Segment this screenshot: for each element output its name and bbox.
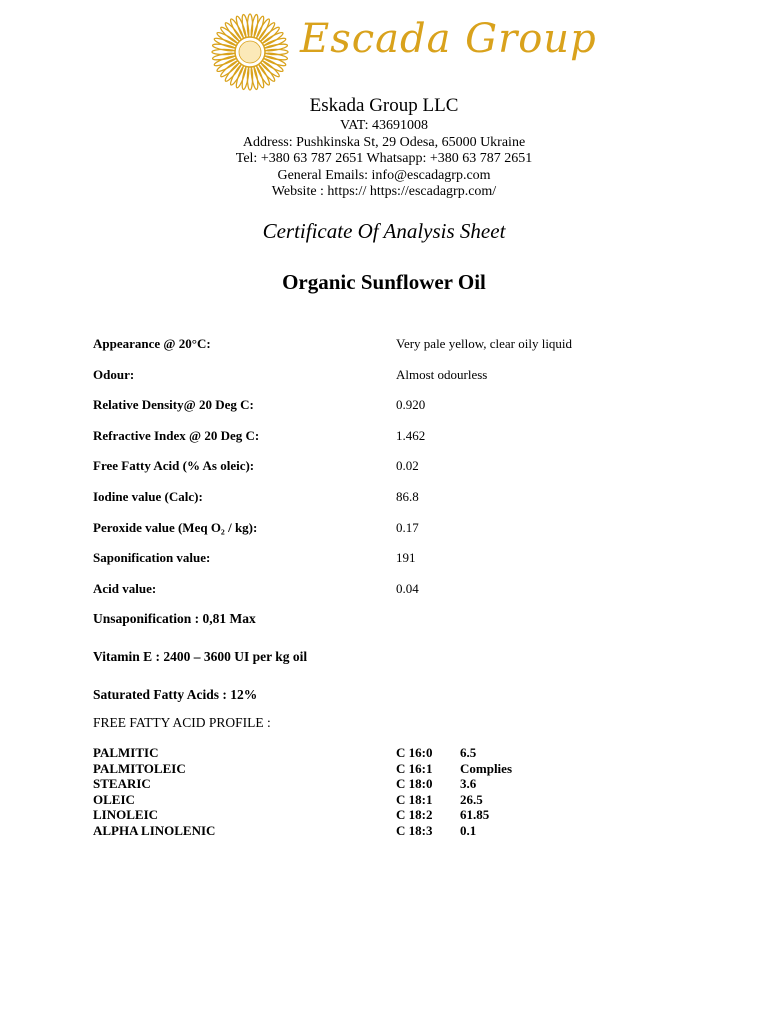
property-label: Relative Density@ 20 Deg C: (93, 397, 254, 412)
fatty-acid-code: C 16:0 (396, 745, 433, 760)
property-value: Very pale yellow, clear oily liquid (396, 336, 573, 351)
property-value: Almost odourless (396, 367, 488, 382)
property-value: 86.8 (396, 489, 419, 504)
table-row (0, 823, 768, 839)
phone-numbers: Tel: +380 63 787 2651 Whatsapp: +380 63 787 2651 (235, 151, 533, 166)
property-value: 0.920 (396, 397, 426, 412)
address: Address: Pushkinska St, 29 Odesa, 65000 Ukraine (242, 135, 526, 150)
fatty-acid-name: LINOLEIC (93, 807, 159, 822)
brand-wordmark: Escada Group (300, 16, 597, 62)
fatty-acid-code: C 18:3 (396, 822, 433, 838)
product-name: Organic Sunflower Oil (282, 270, 486, 294)
website: Website : https:// https://escadagrp.com/ (271, 184, 497, 199)
fatty-acid-value: 26.5 (460, 791, 483, 807)
property-label: Peroxide value (Meq O₂ / kg): (93, 520, 258, 535)
property-label: Odour: (93, 367, 135, 382)
property-label: Free Fatty Acid (% As oleic): (93, 458, 255, 473)
fatty-acid-name: PALMITIC (93, 745, 159, 760)
fatty-acid-profile-heading: FREE FATTY ACID PROFILE : (93, 715, 271, 730)
property-value: 1.462 (396, 428, 426, 443)
property-label: Appearance @ 20°C: (93, 336, 211, 351)
table-row (0, 792, 768, 808)
company-name: Eskada Group LLC (309, 95, 459, 116)
property-value: 0.04 (396, 581, 419, 596)
saturated-fatty-acids: Saturated Fatty Acids : 12% (93, 687, 258, 702)
fatty-acid-value: 0.1 (460, 822, 477, 838)
property-value: 0.02 (396, 458, 419, 473)
fatty-acid-code: C 18:2 (396, 807, 433, 822)
fatty-acid-name: OLEIC (93, 791, 135, 807)
unsaponification: Unsaponification : 0,81 Max (93, 611, 256, 626)
fatty-acid-value: Complies (460, 760, 512, 776)
table-row (0, 761, 768, 777)
email-address: General Emails: info@escadagrp.com (277, 168, 491, 183)
property-label: Iodine value (Calc): (93, 489, 203, 504)
property-value: 0.17 (396, 520, 419, 535)
table-row (0, 807, 768, 823)
vitamin-e: Vitamin E : 2400 – 3600 UI per kg oil (93, 649, 308, 664)
fatty-acid-value: 3.6 (460, 776, 477, 791)
fatty-acid-code: C 18:1 (396, 791, 433, 807)
fatty-acid-code: C 16:1 (396, 760, 433, 776)
fatty-acid-name: STEARIC (93, 776, 151, 791)
sunflower-icon (210, 12, 290, 92)
fatty-acid-value: 61.85 (460, 807, 490, 822)
table-row (0, 745, 768, 761)
property-label: Refractive Index @ 20 Deg C: (93, 428, 260, 443)
fatty-acid-code: C 18:0 (396, 776, 433, 791)
property-label: Saponification value: (93, 550, 211, 565)
fatty-acid-value: 6.5 (460, 745, 477, 760)
fatty-acid-name: ALPHA LINOLENIC (93, 822, 216, 838)
table-row (0, 776, 768, 792)
vat-number: VAT: 43691008 (339, 118, 429, 133)
fatty-acid-name: PALMITOLEIC (93, 760, 186, 776)
document-title: Certificate Of Analysis Sheet (262, 219, 506, 243)
property-value: 191 (396, 550, 416, 565)
property-label: Acid value: (93, 581, 157, 596)
